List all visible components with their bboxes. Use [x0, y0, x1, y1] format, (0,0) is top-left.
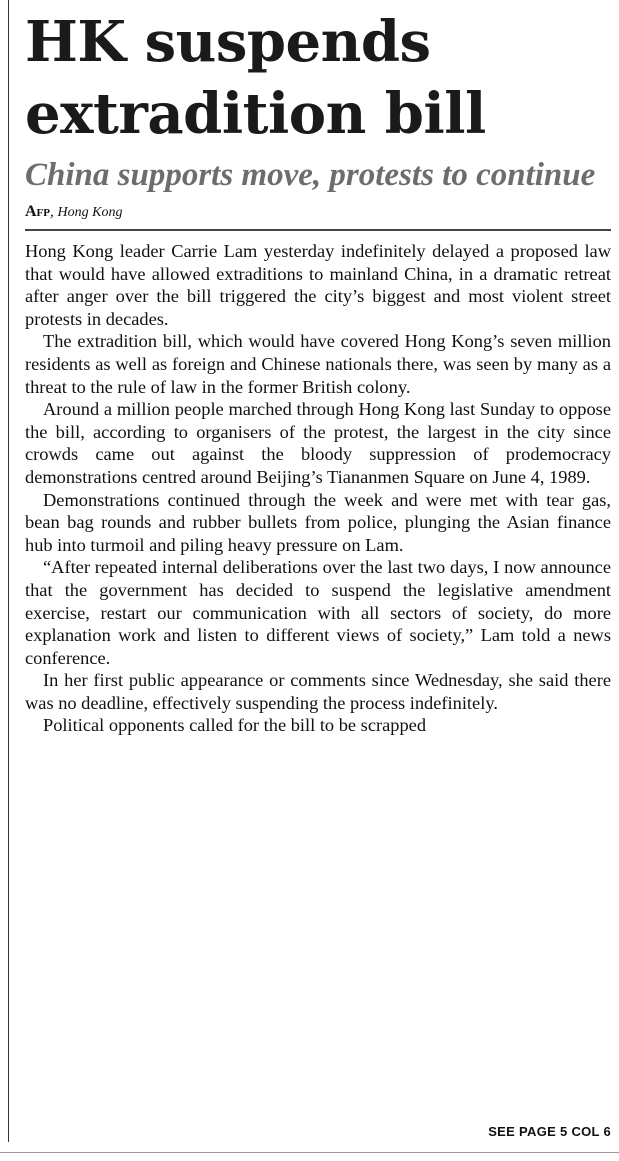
byline [25, 202, 611, 231]
article-body [25, 240, 611, 737]
article-paragraph: Political opponents called for the bill to be scrapped [43, 715, 427, 736]
headline: HK suspends extradition bill [25, 9, 486, 147]
subheadline: China supports move, protests to continue [25, 157, 596, 193]
continuation-jump: SEE PAGE 5 COL 6 [488, 1124, 611, 1139]
article-paragraph: Hong Kong leader Carrie Lam yesterday indefinitely delayed a proposed law that would have allowed extraditions to mainland China, in a dramatic retreat after anger over the bill triggered the city’s biggest and most violent street protests in decades. [25, 241, 611, 329]
article-paragraph: In her first public appearance or comments since Wednesday, she said there was no deadline, effectively suspending the process indefinitely. [25, 670, 611, 713]
article-paragraph: “After repeated internal deliberations over the last two days, I now announce that the government has decided to suspend the legislative amendment exercise, restart our communication with all sectors of society, do more explanation work and listen to different views of society,” Lam told a news conference. [25, 557, 611, 668]
article-paragraph: Around a million people marched through Hong Kong last Sunday to oppose the bill, according to organisers of the protest, the largest in the city since crowds came out against the bloody suppression of prodemocracy demonstrations centred around Beijing’s Tiananmen Square on June 4, 1989. [25, 399, 611, 487]
byline-agency: Afp [25, 203, 50, 220]
column-rule [8, 0, 9, 1142]
byline-separator: , [50, 204, 58, 220]
news-article [25, 6, 611, 737]
bottom-rule [0, 1152, 619, 1153]
article-paragraph: Demonstrations continued through the week and were met with tear gas, bean bag rounds and rubber bullets from police, plunging the Asian finance hub into turmoil and piling heavy pressure on Lam. [25, 489, 611, 555]
article-paragraph: The extradition bill, which would have covered Hong Kong’s seven million residents as well as foreign and Chinese nationals there, was seen by many as a threat to the rule of law in the former British colony. [25, 331, 611, 397]
byline-location: Hong Kong [57, 205, 123, 220]
